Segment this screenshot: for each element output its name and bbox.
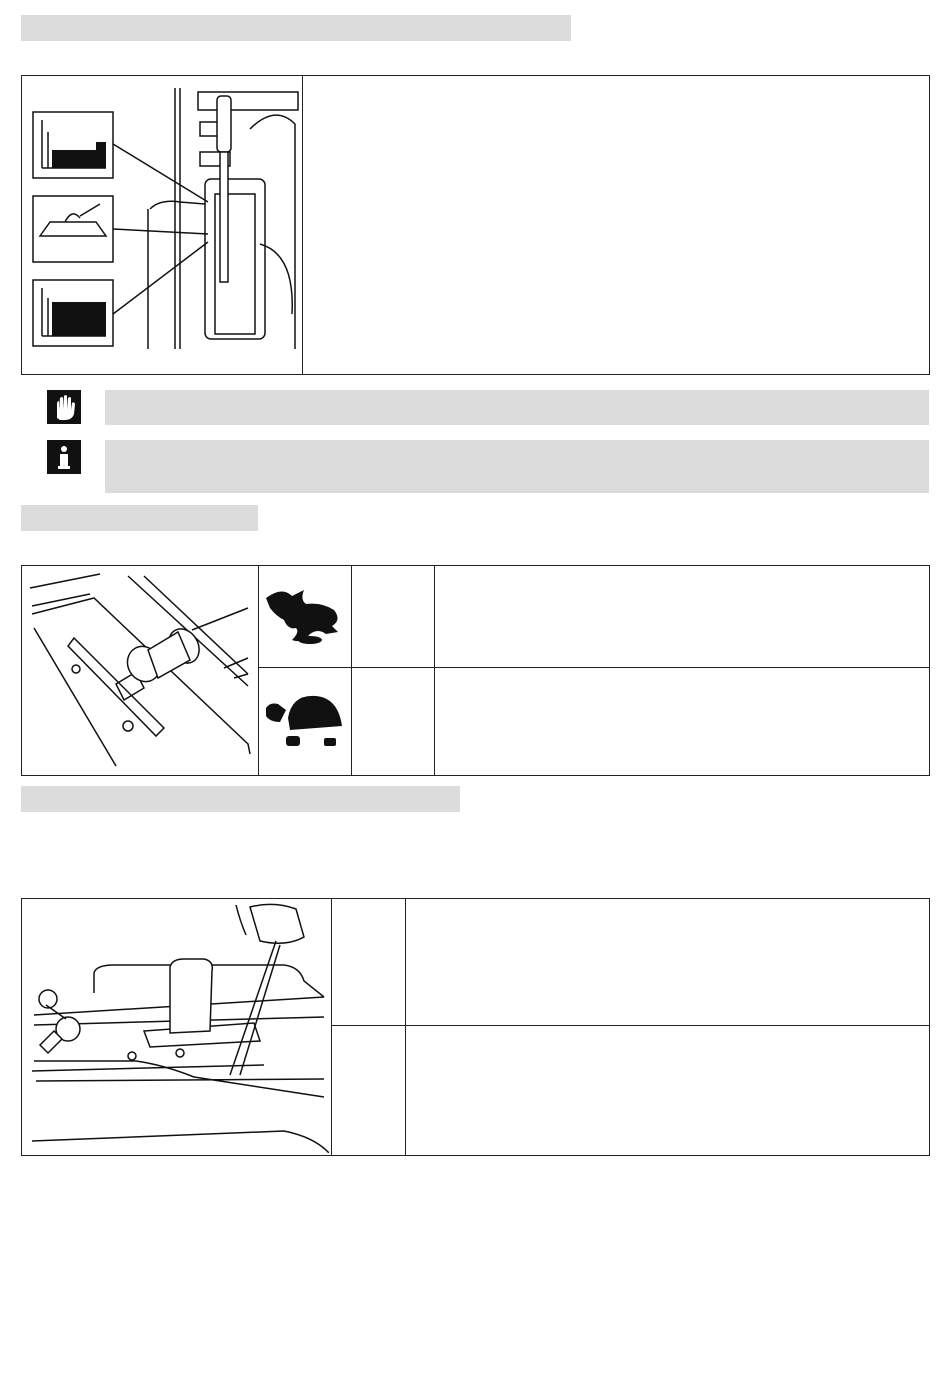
stop-hand-icon — [47, 390, 81, 424]
section-title-bar-cutting-height — [21, 15, 571, 41]
panel-divider — [302, 75, 303, 375]
panel-divider — [405, 898, 406, 1156]
warning-notice-bar — [105, 390, 929, 425]
info-notice-bar — [105, 440, 929, 493]
panel-divider — [258, 565, 259, 776]
cutting-height-lever-illustration — [30, 84, 300, 352]
panel-divider — [434, 565, 435, 776]
section-title-bar-speed — [21, 505, 258, 531]
panel-divider — [331, 898, 332, 1156]
info-icon — [47, 440, 81, 474]
row-divider — [331, 1025, 930, 1026]
row-divider — [258, 667, 930, 668]
panel-divider — [351, 565, 352, 776]
throttle-lever-illustration — [24, 568, 256, 773]
hare-icon — [262, 582, 346, 652]
blade-lever-illustration — [24, 901, 329, 1153]
tortoise-icon — [262, 688, 346, 752]
section-title-bar-blade-engagement — [21, 786, 460, 812]
